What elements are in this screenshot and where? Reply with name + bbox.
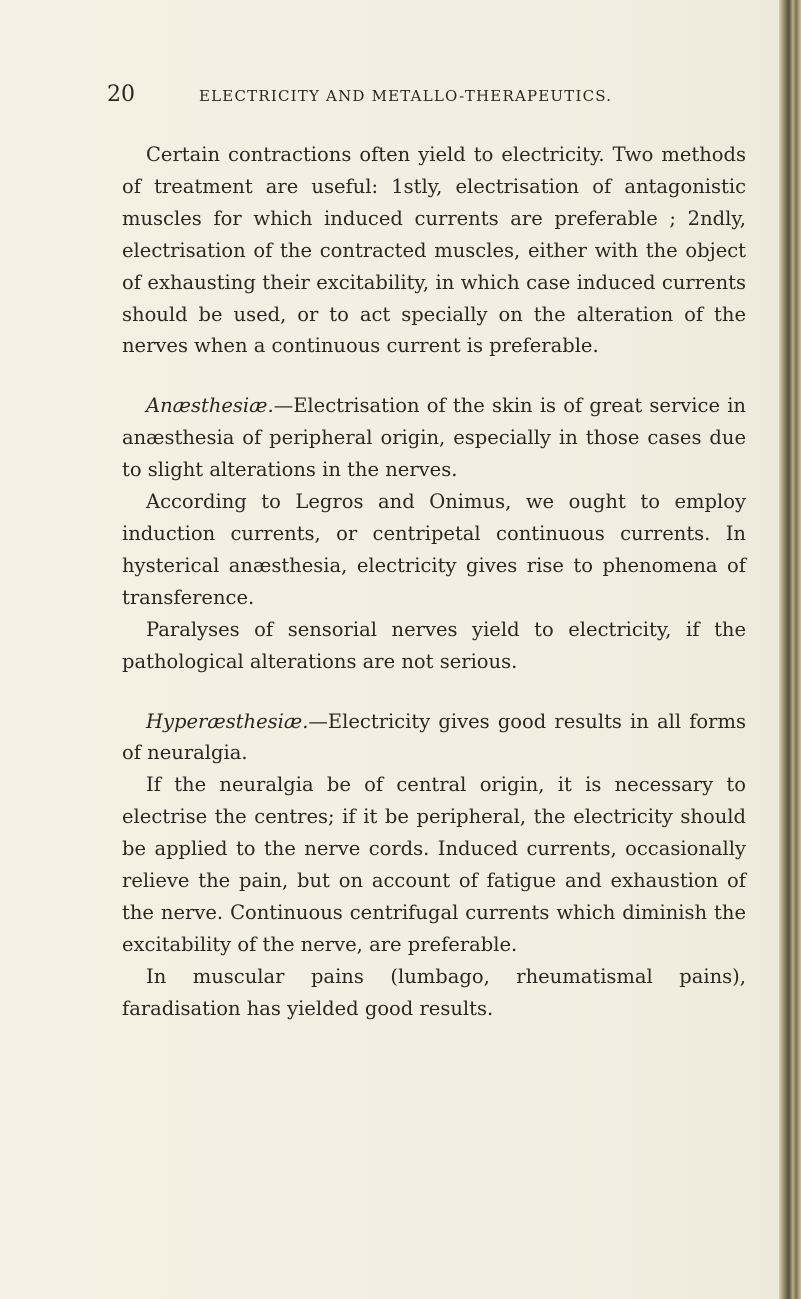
paragraph-text: If the neuralgia be of central origin, it is necessary to electrise the centres; if it be peripheral, the electricity should be applied to the nerve cords. Induced currents, occasionally relieve the pain, but on account of fatigue and exhaustion of the nerve. Continuous centrifugal currents which diminish the excitability of the nerve, are preferable. xyxy=(122,773,746,956)
book-edge xyxy=(779,0,801,1299)
paragraph-legros-onimus xyxy=(122,486,746,614)
paragraph-text: —Electricity gives good results in all forms of neuralgia. xyxy=(122,709,746,765)
paragraph-text: According to Legros and Onimus, we ought to employ induction currents, or centripetal continuous currents. In hysterical anæsthesia, electricity gives rise to phenomena of transference. xyxy=(122,490,746,609)
paragraph-text: —Electrisation of the skin is of great service in anæsthesia of peripheral origin, especially in those cases due to slight alterations in the nerves. xyxy=(122,394,746,482)
running-head: ELECTRICITY AND METALLO-THERAPEUTICS. xyxy=(199,87,613,105)
section-head-hyperaesthesiae: Hyperæsthesiæ. xyxy=(146,709,309,733)
page-header xyxy=(107,83,667,111)
paragraph-text: Paralyses of sensorial nerves yield to electricity, if the pathological alterations are not serious. xyxy=(122,617,746,673)
paragraph-hyperaesthesiae xyxy=(122,706,746,770)
paragraph-sensorial-nerves xyxy=(122,614,746,678)
page-number: 20 xyxy=(107,82,135,107)
paragraph-text: In muscular pains (lumbago, rheumatismal pains), faradisation has yielded good results. xyxy=(122,964,746,1020)
paragraph-muscular-pains xyxy=(122,961,746,1025)
paragraph-anaesthesiae xyxy=(122,390,746,486)
paragraph-contractions xyxy=(122,139,746,362)
paragraph-neuralgia xyxy=(122,769,746,960)
paragraph-text: Certain contractions often yield to electricity. Two methods of treatment are useful: 1stly, electrisation of antagonistic muscles for which induced currents are preferable ; 2ndly, electrisation of the contracted muscles, either with the object of exhausting their excitability, in which case induced currents should be used, or to act specially on the alteration of the nerves when a continuous current is preferable. xyxy=(122,143,746,358)
body-text xyxy=(122,139,746,1025)
section-head-anaesthesiae: Anæsthesiæ. xyxy=(146,394,274,418)
